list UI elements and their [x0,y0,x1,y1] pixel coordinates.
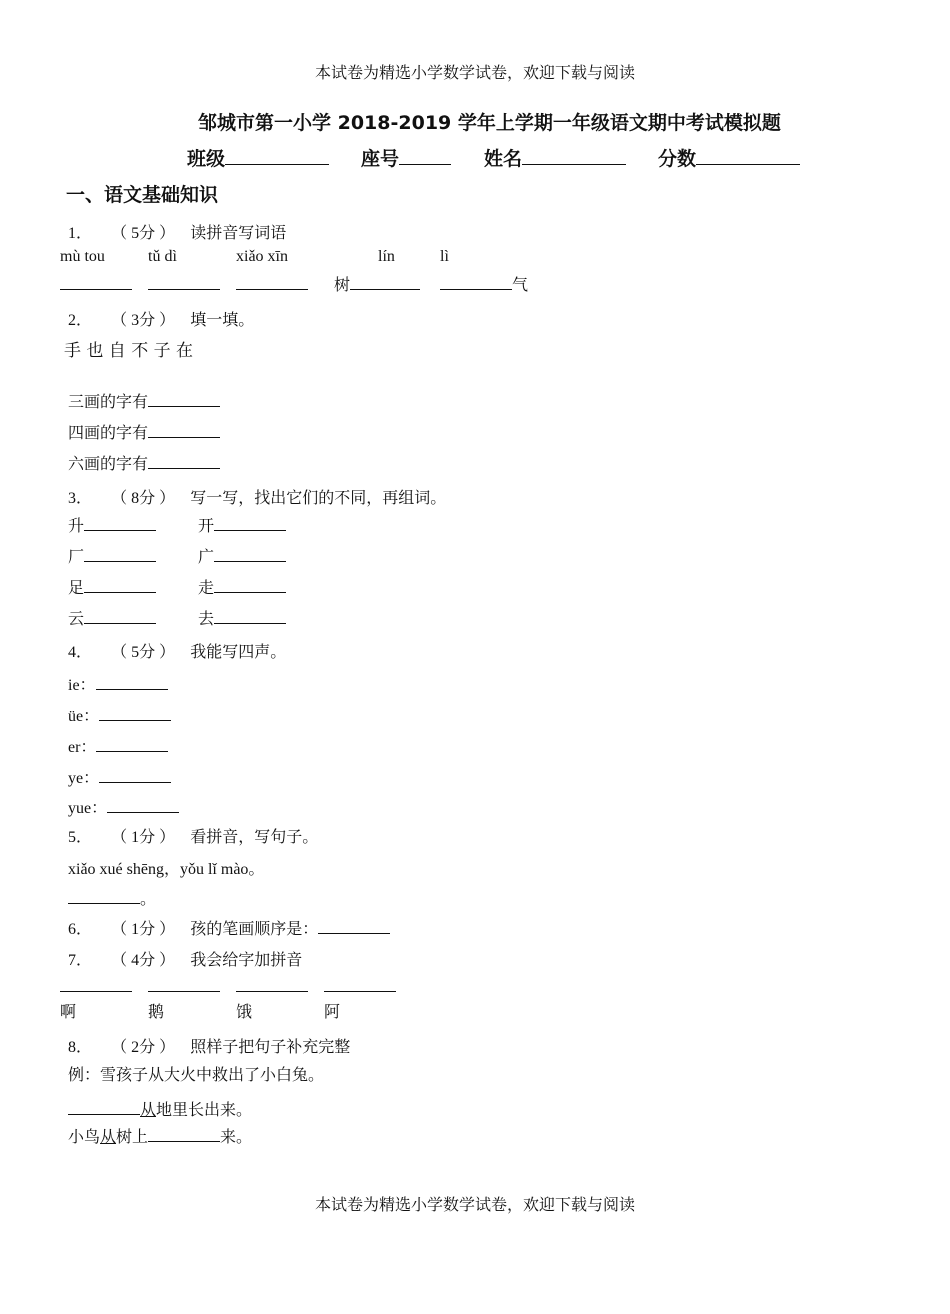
q2-chars: 手 也 自 不 子 在 [64,341,194,361]
q3-row-3-left: 足 [68,575,156,598]
q7-blank-2[interactable] [148,990,220,992]
seat-blank[interactable] [399,163,451,165]
q7-char-1: 啊 [60,1002,77,1021]
question-2: 2． （ 3分 ） 填一填。 [68,310,255,329]
q3-blank[interactable] [214,622,286,624]
q8-sentence-2: 小鸟从树上 来。 [68,1127,253,1146]
info-name [484,144,626,171]
class-blank[interactable] [225,163,329,165]
seat-label: 座号 [361,148,400,170]
question-4: 4． （ 5分 ） 我能写四声。 [68,642,287,661]
q3-blank[interactable] [84,529,156,531]
q3-row-1-left: 升 [68,513,156,536]
q6-blank[interactable] [318,932,390,934]
q4-item-3: er： [68,734,168,757]
q4-item-5: yue： [68,795,179,818]
q1-pinyin-4: lín [378,248,395,265]
q1-blank-3[interactable] [236,288,308,290]
q3-row-1-right: 开 [198,513,286,536]
q2-blank-1[interactable] [148,405,220,407]
q1-blank-4[interactable] [350,288,420,290]
exam-title: 邹城市第一小学 2018-2019 学年上学期一年级语文期中考试模拟题 [198,112,781,134]
name-blank[interactable] [522,163,626,165]
q7-blank-3[interactable] [236,990,308,992]
q3-blank[interactable] [214,560,286,562]
name-label: 姓名 [484,148,523,170]
q7-blank-4[interactable] [324,990,396,992]
q3-blank[interactable] [84,622,156,624]
q4-item-2: üe： [68,703,171,726]
q4-blank[interactable] [107,811,179,813]
info-class [187,144,329,171]
q8-example: 例：雪孩子从大火中救出了小白兔。 [68,1065,325,1084]
score-blank[interactable] [696,163,800,165]
q1-pinyin-5: lì [440,248,449,265]
q4-item-4: ye： [68,765,171,788]
question-3: 3． （ 8分 ） 写一写，找出它们的不同，再组词。 [68,488,447,507]
question-7: 7． （ 4分 ） 我会给字加拼音 [68,950,303,969]
q2-line-3: 六画的字有 [68,451,220,474]
question-6: 6． （ 1分 ） 孩的笔画顺序是： [68,916,390,939]
q1-pinyin-2: tǔ dì [148,248,177,265]
q5-pinyin: xiǎo xué shēng，yǒu lǐ mào。 [68,861,265,878]
class-label: 班级 [187,148,226,170]
q8-blank-2[interactable] [148,1140,220,1142]
q3-row-4-right: 去 [198,606,286,629]
q1-blank-5[interactable] [440,288,512,290]
q1-word-4: 树 [334,272,420,295]
q4-blank[interactable] [96,750,168,752]
q5-blank[interactable] [68,902,140,904]
q3-blank[interactable] [84,560,156,562]
q3-blank[interactable] [214,591,286,593]
q4-blank[interactable] [99,719,171,721]
q1-blank-2[interactable] [148,288,220,290]
page-footer: 本试卷为精选小学数学试卷，欢迎下载与阅读 [314,1195,635,1214]
page-header: 本试卷为精选小学数学试卷，欢迎下载与阅读 [314,63,635,82]
info-score [658,144,800,171]
q4-blank[interactable] [99,781,171,783]
q3-row-4-left: 云 [68,606,156,629]
q1-pinyin-3: xiǎo xīn [236,248,288,265]
question-5: 5． （ 1分 ） 看拼音，写句子。 [68,827,319,846]
question-8: 8． （ 2分 ） 照样子把句子补充完整 [68,1037,351,1056]
q7-char-3: 饿 [236,1002,253,1021]
q2-blank-2[interactable] [148,436,220,438]
q1-blank-1[interactable] [60,288,132,290]
q7-blank-1[interactable] [60,990,132,992]
score-label: 分数 [658,148,697,170]
q5-answer: 。 [68,886,156,909]
q3-row-3-right: 走 [198,575,286,598]
q4-item-1: ie： [68,672,168,695]
q3-blank[interactable] [84,591,156,593]
q7-char-4: 阿 [324,1002,341,1021]
q4-blank[interactable] [96,688,168,690]
q8-sentence-1: 从地里长出来。 [68,1097,252,1120]
q3-row-2-left: 厂 [68,544,156,567]
info-seat [361,144,451,171]
question-1: 1． （ 5分 ） 读拼音写词语 [68,223,287,242]
section-title: 一、语文基础知识 [66,184,219,206]
q1-word-5: 气 [440,272,528,295]
q3-blank[interactable] [214,529,286,531]
q2-blank-3[interactable] [148,467,220,469]
q2-line-1: 三画的字有 [68,389,220,412]
q7-char-2: 鹅 [148,1002,165,1021]
q1-pinyin-1: mù tou [60,248,105,265]
q8-blank-1[interactable] [68,1113,140,1115]
q3-row-2-right: 广 [198,544,286,567]
q2-line-2: 四画的字有 [68,420,220,443]
